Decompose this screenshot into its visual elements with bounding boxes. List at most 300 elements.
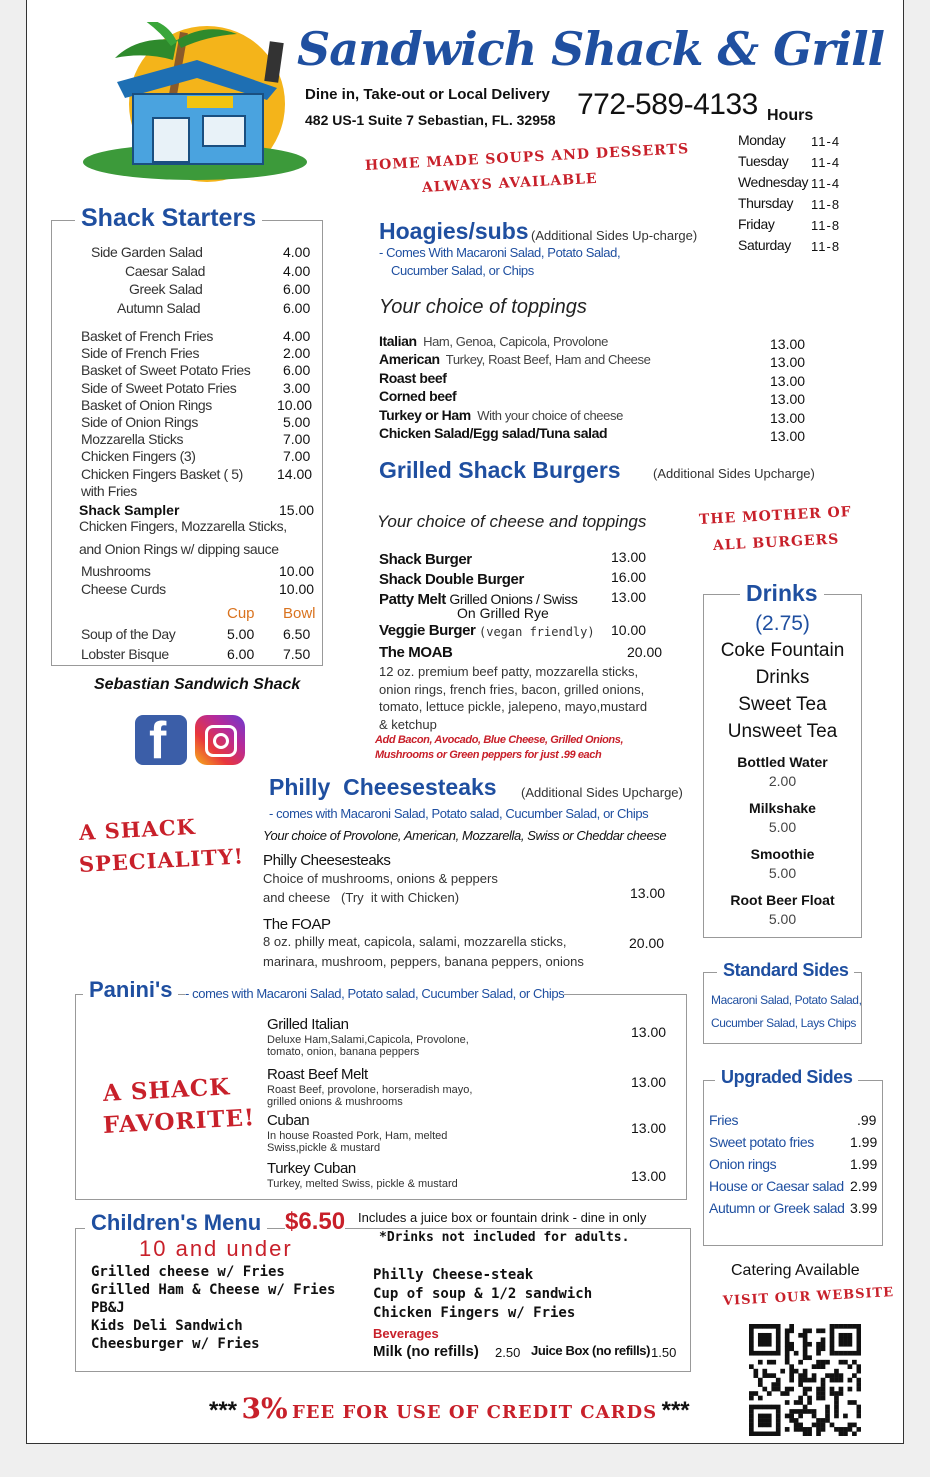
panini-price: 13.00 [631, 1074, 667, 1090]
qr-module [758, 1382, 763, 1387]
qr-module [816, 1432, 821, 1436]
burger-name: Patty Melt [379, 591, 446, 608]
drinks-title: Drinks [740, 580, 824, 607]
qr-module [749, 1351, 754, 1356]
fountain-item: Drinks [755, 667, 810, 688]
qr-module [758, 1432, 763, 1436]
philly-cheese: Your choice of Provolone, American, Mozzarella, Swiss or Cheddar cheese [263, 828, 667, 843]
qr-module [825, 1418, 830, 1423]
qr-module [776, 1333, 781, 1338]
qr-module [776, 1324, 781, 1329]
qr-module [749, 1432, 754, 1436]
qr-module [834, 1378, 839, 1383]
qr-module [812, 1414, 817, 1419]
hoagie-name: Turkey or Ham [379, 406, 471, 423]
burgers-title: Grilled Shack Burgers [379, 457, 621, 483]
children-milk: Milk (no refills) [373, 1343, 479, 1360]
philly-item-1-name: Philly Cheesesteaks [263, 852, 391, 869]
starter-item: Side Garden Salad [91, 244, 203, 260]
qr-module [812, 1423, 817, 1428]
qr-module [767, 1333, 772, 1338]
qr-module [753, 1391, 758, 1396]
starter-price: 6.00 [283, 281, 311, 297]
qr-module [794, 1369, 799, 1374]
qr-module [803, 1405, 808, 1410]
shack-logo [77, 22, 313, 182]
qr-module [758, 1342, 763, 1347]
children-price: $6.50 [285, 1208, 346, 1235]
starter-price: 3.00 [283, 379, 311, 396]
hours-day: Tuesday [738, 153, 789, 169]
phone-number[interactable]: 772-589-4133 [577, 88, 758, 121]
qr-module [830, 1423, 835, 1428]
starter-item: Chicken Fingers (3) [81, 448, 196, 465]
burgers-toppings: Your choice of cheese and toppings [377, 512, 647, 531]
kids-item: Chicken Fingers w/ Fries [373, 1305, 576, 1321]
upgraded-side: Autumn or Greek salad [709, 1200, 845, 1216]
qr-module [821, 1337, 826, 1342]
fee-stars-left: *** [209, 1397, 238, 1424]
moab-desc-line: 12 oz. premium beef patty, mozzarella sticks, [379, 664, 639, 679]
qr-module [807, 1409, 812, 1414]
qr-module [843, 1333, 848, 1338]
qr-module [776, 1382, 781, 1387]
qr-module [857, 1427, 861, 1432]
qr-module [758, 1351, 763, 1356]
patty-desc-2: On Grilled Rye [457, 605, 549, 621]
fee-percent: 3% [241, 1392, 288, 1425]
qr-module [839, 1391, 844, 1396]
qr-module [767, 1423, 772, 1428]
qr-module [848, 1333, 853, 1338]
qr-module [816, 1423, 821, 1428]
soup-cup: 5.00 [227, 626, 255, 642]
qr-module [798, 1360, 803, 1365]
qr-module [753, 1351, 758, 1356]
qr-module [794, 1351, 799, 1356]
standard-sides-box [703, 972, 862, 1044]
qr-module [753, 1405, 758, 1410]
drink-name: Milkshake [749, 800, 816, 816]
visit-website[interactable]: VISIT OUR WEBSITE [722, 1285, 895, 1309]
qr-module [767, 1432, 772, 1436]
qr-module [767, 1414, 772, 1419]
hoagie-item [379, 388, 456, 404]
children-not-adults: *Drinks not included for adults. [379, 1230, 630, 1245]
upgraded-price: .99 [857, 1112, 877, 1128]
qr-module [830, 1333, 835, 1338]
kids-item: Grilled cheese w/ Fries [91, 1264, 285, 1280]
panini-price: 13.00 [631, 1120, 667, 1136]
veggie-name: Veggie Burger [379, 622, 476, 639]
qr-module [767, 1342, 772, 1347]
standard-sides-1: Macaroni Salad, Potato Salad, [711, 993, 862, 1007]
qr-module [762, 1423, 767, 1428]
qr-module [857, 1328, 861, 1333]
qr-module [749, 1328, 754, 1333]
qr-module [798, 1333, 803, 1338]
qr-module [776, 1328, 781, 1333]
qr-module [803, 1369, 808, 1374]
qr-module [789, 1418, 794, 1423]
qr-module [830, 1351, 835, 1356]
qr-module [821, 1378, 826, 1383]
qr-module [852, 1432, 857, 1436]
qr-module [803, 1337, 808, 1342]
philly-sides: - comes with Macaroni Salad, Potato salad, Cucumber Salad, or Chips [269, 806, 649, 821]
qr-module [749, 1337, 754, 1342]
qr-module [834, 1351, 839, 1356]
qr-module [767, 1351, 772, 1356]
qr-module [762, 1369, 767, 1374]
qr-module [789, 1414, 794, 1419]
hoagie-desc: Ham, Genoa, Capicola, Provolone [416, 334, 608, 349]
children-title: Children's Menu [85, 1210, 267, 1236]
qr-module [839, 1351, 844, 1356]
qr-module [834, 1405, 839, 1410]
qr-module [785, 1337, 790, 1342]
kids-item: Philly Cheese-steak [373, 1267, 534, 1283]
burger-price: 13.00 [611, 549, 647, 565]
qr-module [762, 1342, 767, 1347]
qr-module [749, 1342, 754, 1347]
qr-module [798, 1409, 803, 1414]
children-beverages: Beverages [373, 1326, 439, 1341]
starter-price: 10.00 [279, 581, 315, 597]
qr-module [780, 1391, 785, 1396]
kids-item: Cheesburger w/ Fries [91, 1336, 260, 1352]
paninis-sides: - comes with Macaroni Salad, Potato salad, Cucumber Salad, or Chips [185, 986, 565, 1001]
drink-price: 5.00 [768, 865, 797, 881]
qr-module [830, 1373, 835, 1378]
qr-module [839, 1333, 844, 1338]
panini-name: Cuban [267, 1112, 310, 1129]
qr-module [830, 1387, 835, 1392]
starter-item: Cheese Curds [81, 581, 166, 597]
qr-module [767, 1337, 772, 1342]
qr-module [821, 1391, 826, 1396]
hoagie-desc: Turkey, Roast Beef, Ham and Cheese [439, 352, 651, 368]
qr-module [798, 1427, 803, 1432]
qr-module [843, 1342, 848, 1347]
philly-item-1-desc-2: and cheese (Try it with Chicken) [263, 890, 460, 905]
qr-module [758, 1405, 763, 1410]
qr-module [857, 1378, 861, 1383]
qr-module [749, 1324, 754, 1329]
address-line: 482 US-1 Suite 7 Sebastian, FL. 32958 [305, 112, 556, 128]
starter-item: Chicken Fingers Basket ( 5) [81, 465, 243, 482]
soup-bowl: 7.50 [283, 646, 311, 662]
hoagie-price: 13.00 [770, 354, 806, 371]
upgraded-sides-title: Upgraded Sides [715, 1067, 858, 1088]
veggie-price: 10.00 [611, 622, 647, 638]
qr-module [753, 1369, 758, 1374]
qr-module [839, 1387, 844, 1392]
qr-module [749, 1414, 754, 1419]
qr-module [758, 1414, 763, 1419]
qr-module [807, 1355, 812, 1360]
drink-name: Root Beer Float [730, 892, 835, 908]
facebook-icon[interactable] [135, 712, 187, 770]
qr-module [767, 1373, 772, 1378]
qr-module [767, 1405, 772, 1410]
starter-price: 14.00 [277, 465, 313, 482]
qr-module [857, 1337, 861, 1342]
qr-module [839, 1373, 844, 1378]
social-name: Sebastian Sandwich Shack [94, 676, 301, 693]
qr-module [789, 1369, 794, 1374]
standard-sides-2: Cucumber Salad, Lays Chips [711, 1016, 857, 1030]
qr-module [857, 1387, 861, 1392]
upgraded-price: 1.99 [850, 1156, 878, 1172]
upgraded-price: 3.99 [850, 1200, 878, 1216]
qr-module [821, 1423, 826, 1428]
qr-module [776, 1346, 781, 1351]
qr-module [857, 1369, 861, 1374]
qr-module [762, 1351, 767, 1356]
bowl-label: Bowl [283, 605, 316, 622]
hoagie-price: 13.00 [770, 372, 806, 389]
qr-module [785, 1346, 790, 1351]
qr-module [749, 1333, 754, 1338]
starter-price: 10.00 [279, 563, 315, 579]
qr-module [749, 1364, 754, 1369]
qr-code[interactable] [749, 1324, 861, 1436]
qr-module [771, 1324, 776, 1329]
qr-module [857, 1346, 861, 1351]
instagram-icon[interactable] [195, 715, 245, 765]
qr-module [825, 1405, 830, 1410]
qr-module [852, 1360, 857, 1365]
qr-module [749, 1391, 754, 1396]
panini-price: 13.00 [631, 1024, 667, 1040]
qr-module [749, 1427, 754, 1432]
qr-module [807, 1396, 812, 1401]
qr-module [848, 1342, 853, 1347]
philly-note: (Additional Sides Upcharge) [521, 785, 683, 800]
qr-module [803, 1387, 808, 1392]
qr-module [816, 1328, 821, 1333]
qr-module [803, 1355, 808, 1360]
qr-module [762, 1432, 767, 1436]
qr-module [834, 1396, 839, 1401]
qr-module [758, 1396, 763, 1401]
fountain-item: Coke Fountain [720, 640, 845, 661]
qr-module [762, 1387, 767, 1392]
qr-module [776, 1423, 781, 1428]
qr-module [758, 1333, 763, 1338]
starters-title: Shack Starters [75, 204, 262, 233]
qr-module [812, 1373, 817, 1378]
qr-module [857, 1342, 861, 1347]
qr-module [807, 1427, 812, 1432]
moab-name: The MOAB [379, 644, 453, 661]
qr-module [789, 1328, 794, 1333]
qr-module [825, 1409, 830, 1414]
qr-module [758, 1418, 763, 1423]
qr-module [852, 1373, 857, 1378]
qr-module [821, 1364, 826, 1369]
upgraded-side: Sweet potato fries [709, 1134, 814, 1150]
hoagie-price: 13.00 [770, 336, 806, 352]
qr-module [794, 1409, 799, 1414]
qr-module [785, 1414, 790, 1419]
qr-module [839, 1378, 844, 1383]
qr-module [834, 1427, 839, 1432]
hours-day: Saturday [738, 237, 791, 253]
qr-module [843, 1432, 848, 1436]
qr-module [753, 1373, 758, 1378]
qr-module [839, 1427, 844, 1432]
qr-module [749, 1405, 754, 1410]
starter-price: 10.00 [277, 396, 313, 413]
hoagie-item [379, 425, 607, 441]
qr-module [749, 1396, 754, 1401]
upgraded-side: Onion rings [709, 1156, 777, 1172]
qr-module [771, 1405, 776, 1410]
philly-item-1-price: 13.00 [630, 885, 666, 901]
burger-item [379, 551, 472, 568]
children-juice-price: 1.50 [651, 1345, 677, 1360]
qr-module [830, 1324, 835, 1329]
starter-item: Autumn Salad [117, 299, 201, 316]
children-age: 10 and under [139, 1236, 293, 1261]
starter-item: Side of Onion Rings [81, 414, 198, 430]
qr-module [821, 1346, 826, 1351]
qr-module [758, 1423, 763, 1428]
burger-item [379, 591, 577, 608]
children-juice: Juice Box (no refills) [531, 1343, 651, 1358]
hours-day: Monday [738, 132, 786, 148]
burger-addons-1: Add Bacon, Avocado, Blue Cheese, Grilled Onions, [375, 734, 624, 746]
panini-desc: Swiss,pickle & mustard [267, 1142, 381, 1154]
qr-module [816, 1351, 821, 1356]
panini-desc: Roast Beef, provolone, horseradish mayo, [267, 1084, 473, 1096]
qr-module [821, 1418, 826, 1423]
qr-module [857, 1382, 861, 1387]
qr-module [834, 1373, 839, 1378]
qr-module [776, 1337, 781, 1342]
panini-desc: In house Roasted Pork, Ham, melted [267, 1130, 448, 1142]
qr-module [848, 1324, 853, 1329]
hoagies-title: Hoagies/subs [379, 218, 529, 244]
qr-module [816, 1396, 821, 1401]
qr-module [785, 1333, 790, 1338]
burgers-note: (Additional Sides Upcharge) [653, 466, 815, 481]
drink-price: 5.00 [768, 911, 797, 927]
panini-desc: Deluxe Ham,Salami,Capicola, Provolone, [267, 1034, 469, 1046]
starter-price: 4.00 [283, 262, 311, 279]
drink-name: Smoothie [750, 846, 815, 862]
moab-price: 20.00 [627, 644, 663, 660]
qr-module [767, 1391, 772, 1396]
drinks-price: (2.75) [755, 612, 810, 635]
qr-module [758, 1360, 763, 1365]
philly-item-2-desc-2: marinara, mushroom, peppers, banana peppers, onions [263, 954, 584, 969]
starter-item: Side of French Fries [81, 345, 200, 362]
hoagies-sides-2: Cucumber Salad, or Chips [391, 263, 534, 278]
qr-module [807, 1387, 812, 1392]
veggie-note: (vegan friendly) [479, 625, 595, 639]
panini-desc: Turkey, melted Swiss, pickle & mustard [267, 1178, 458, 1190]
qr-module [789, 1364, 794, 1369]
qr-module [762, 1418, 767, 1423]
panini-name: Turkey Cuban [267, 1160, 356, 1177]
hours-time: 11-4 [811, 155, 841, 170]
qr-module [857, 1333, 861, 1338]
qr-module [794, 1418, 799, 1423]
facebook-glyph: f [149, 712, 167, 770]
qr-module [789, 1387, 794, 1392]
qr-module [803, 1427, 808, 1432]
qr-module [762, 1373, 767, 1378]
starter-note: with Fries [81, 483, 137, 499]
qr-module [816, 1360, 821, 1365]
starter-item: Caesar Salad [125, 262, 206, 279]
homemade-line-1: HOME MADE SOUPS AND DESSERTS [364, 141, 690, 174]
hoagie-item [379, 351, 650, 367]
qr-module [807, 1328, 812, 1333]
qr-module [821, 1387, 826, 1392]
kids-item: Cup of soup & 1/2 sandwich [373, 1286, 593, 1302]
burger-price: 16.00 [611, 569, 647, 585]
hours-time: 11-8 [811, 218, 841, 233]
qr-module [821, 1382, 826, 1387]
qr-module [785, 1355, 790, 1360]
qr-module [767, 1360, 772, 1365]
burger-item [379, 571, 524, 588]
panini-name: Roast Beef Melt [267, 1066, 368, 1083]
qr-module [798, 1423, 803, 1428]
qr-module [794, 1423, 799, 1428]
philly-stamp-1: A SHACK [78, 813, 197, 845]
qr-module [857, 1405, 861, 1410]
hoagie-desc: With your choice of cheese [470, 407, 623, 423]
qr-module [803, 1432, 808, 1436]
qr-module [776, 1351, 781, 1356]
qr-module [857, 1351, 861, 1356]
restaurant-title: Sandwich Shack & Grill [297, 22, 885, 76]
upgraded-price: 1.99 [850, 1134, 878, 1150]
qr-module [776, 1405, 781, 1410]
qr-module [830, 1378, 835, 1383]
hours-time: 11-4 [811, 134, 841, 149]
kids-item: Kids Deli Sandwich [91, 1318, 243, 1334]
moab-desc-line: tomato, lettuce pickle, jalepeno, mayo,mustard [379, 699, 648, 714]
qr-module [812, 1409, 817, 1414]
qr-module [749, 1423, 754, 1428]
qr-module [798, 1414, 803, 1419]
qr-module [771, 1360, 776, 1365]
qr-module [834, 1324, 839, 1329]
qr-module [816, 1418, 821, 1423]
qr-module [848, 1427, 853, 1432]
kids-item: PB&J [91, 1300, 125, 1316]
qr-module [776, 1409, 781, 1414]
hoagie-name: Corned beef [379, 388, 457, 405]
sampler-desc: Chicken Fingers, Mozzarella Sticks, [79, 518, 287, 534]
fee-stars-right: *** [661, 1397, 690, 1424]
philly-item-2-desc-1: 8 oz. philly meat, capicola, salami, mozzarella sticks, [263, 934, 567, 949]
qr-module [848, 1337, 853, 1342]
qr-module [785, 1360, 790, 1365]
qr-module [798, 1400, 803, 1405]
philly-stamp-2: SPECIALITY! [78, 843, 245, 877]
qr-module [821, 1427, 826, 1432]
qr-module [785, 1342, 790, 1347]
qr-module [753, 1432, 758, 1436]
children-milk-price: 2.50 [495, 1345, 521, 1360]
